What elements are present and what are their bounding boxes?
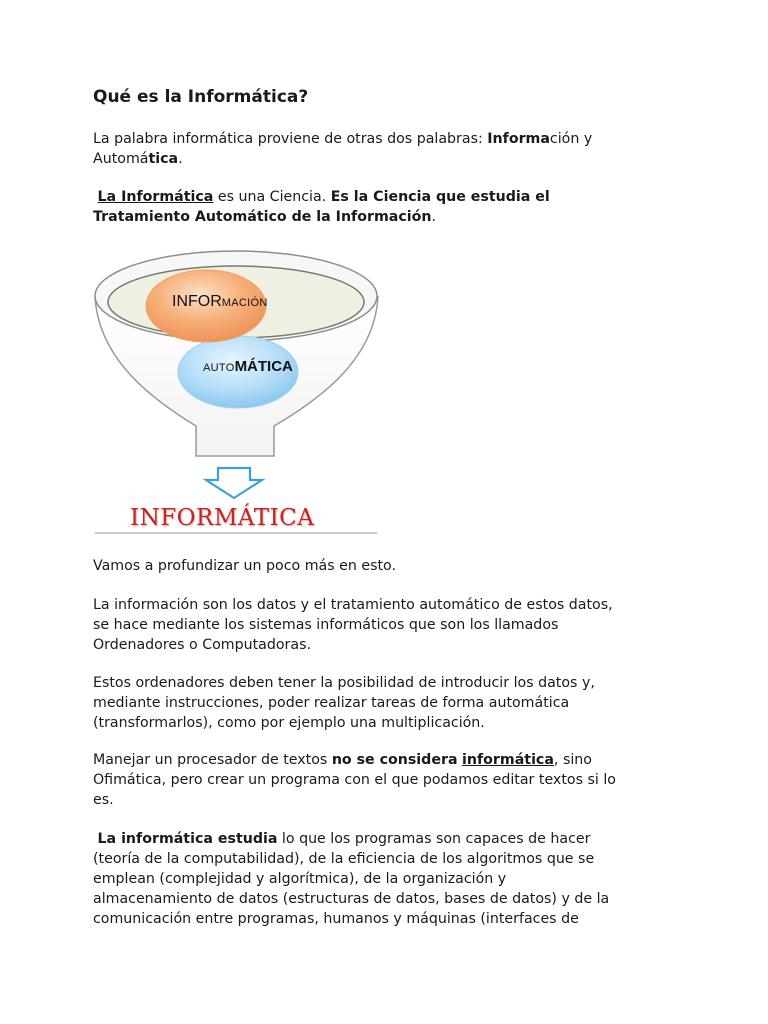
text: lo que los programas son capaces de hacer — [277, 831, 591, 847]
paragraph-estudia — [93, 829, 683, 929]
text: Automá — [93, 151, 149, 167]
bold-text: no se considera — [331, 752, 458, 768]
label-large: MÁTICA — [234, 358, 293, 375]
text: mediante instrucciones, poder realizar tareas de forma automática — [93, 695, 570, 711]
label-small: AUTO — [203, 362, 235, 374]
paragraph-intro — [93, 129, 683, 169]
text: comunicación entre programas, humanos y máquinas (interfaces de — [93, 911, 579, 927]
page-title: Qué es la Informática? — [93, 87, 309, 107]
text: . — [431, 209, 436, 225]
paragraph-definition — [93, 187, 683, 227]
bold-text: Informa — [487, 131, 550, 147]
text: emplean (complejidad y algorítmica), de la organización y — [93, 871, 507, 887]
text: Estos ordenadores deben tener la posibilidad de introducir los datos y, — [93, 675, 595, 691]
text: es una Ciencia. — [213, 189, 331, 205]
funnel-graphic — [90, 248, 382, 538]
text: Manejar un procesador de textos — [93, 752, 332, 768]
bold-text: La informática estudia — [97, 831, 278, 847]
text: ción y — [549, 131, 593, 147]
text: es. — [93, 792, 114, 808]
text: . — [178, 151, 183, 167]
text: (transformarlos), como por ejemplo una multiplicación. — [93, 715, 485, 731]
text: almacenamiento de datos (estructuras de datos, bases de datos) y de la — [93, 891, 610, 907]
down-arrow-icon — [206, 468, 262, 498]
informatica-result-label: INFORMÁTICA — [130, 505, 315, 531]
label-large: INFOR — [172, 293, 222, 310]
paragraph-ordenadores — [93, 673, 683, 733]
text: Ordenadores o Computadoras. — [93, 637, 311, 653]
text: (teoría de la computabilidad), de la eficiencia de los algoritmos que se — [93, 851, 595, 867]
text: se hace mediante los sistemas informáticos que son los llamados — [93, 617, 559, 633]
bold-text: Es la Ciencia que estudia el — [330, 189, 550, 205]
funnel-diagram — [90, 248, 382, 538]
bold-text: Tratamiento Automático de la Información — [93, 209, 432, 225]
paragraph-profundizar: Vamos a profundizar un poco más en esto. — [93, 558, 396, 574]
label-small: MACIÓN — [221, 297, 268, 309]
text: , sino — [553, 752, 592, 768]
bold-text: tica — [148, 151, 179, 167]
automatica-label — [203, 358, 293, 375]
underlined-term: La Informática — [97, 189, 214, 205]
underlined-term: informática — [462, 752, 554, 768]
text: La palabra informática proviene de otras dos palabras: — [93, 131, 488, 147]
paragraph-procesador — [93, 750, 683, 810]
text: Ofimática, pero crear un programa con el que podamos editar textos si lo — [93, 772, 616, 788]
paragraph-informacion — [93, 595, 683, 655]
informacion-label — [172, 293, 268, 311]
text: La información son los datos y el tratamiento automático de estos datos, — [93, 597, 613, 613]
